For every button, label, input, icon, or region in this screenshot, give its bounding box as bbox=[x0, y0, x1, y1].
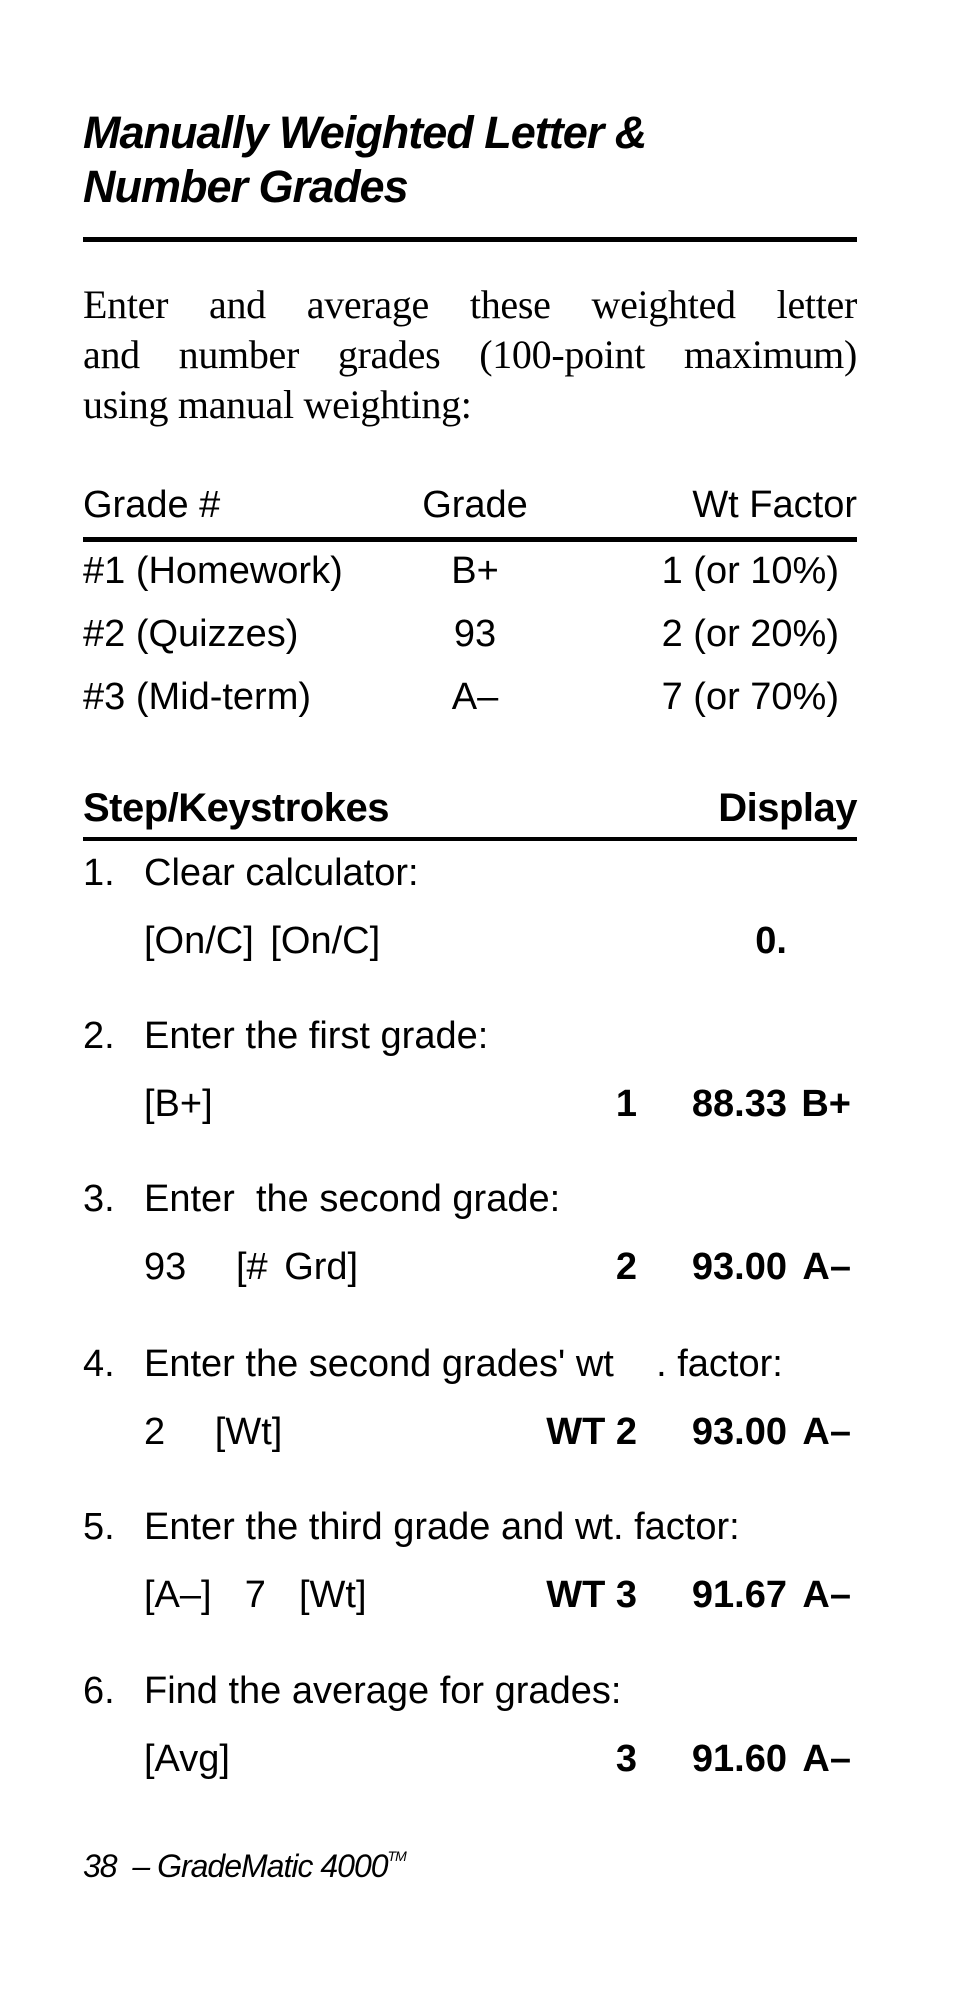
table-row bbox=[83, 550, 857, 604]
step-keystrokes: [On/C] [On/C] bbox=[144, 920, 381, 962]
step-keystrokes: 2 [Wt] bbox=[144, 1411, 283, 1453]
intro-word: number bbox=[178, 332, 300, 377]
intro-line-2 bbox=[83, 330, 857, 380]
display-letter: B+ bbox=[801, 1083, 851, 1125]
display-indicator: 3 bbox=[615, 1738, 637, 1780]
step-description: Enter the second grades' wt . factor: bbox=[144, 1343, 783, 1385]
intro-word: average bbox=[306, 282, 430, 327]
intro-word: maximum) bbox=[683, 332, 857, 377]
title-divider bbox=[83, 237, 857, 242]
step-description: Enter the second grade: bbox=[144, 1178, 561, 1220]
step-keystrokes: [A–] 7 [Wt] bbox=[144, 1574, 367, 1616]
step-number: 4. bbox=[83, 1343, 115, 1385]
trademark-mark: TM bbox=[387, 1848, 406, 1864]
steps-table-divider bbox=[83, 837, 857, 841]
step-number: 6. bbox=[83, 1670, 115, 1712]
intro-word: letter bbox=[776, 282, 857, 327]
header-wt-factor: Wt Factor bbox=[692, 484, 857, 526]
header-grade-number: Grade # bbox=[83, 484, 221, 526]
step-keystrokes: 93 [# Grd] bbox=[144, 1246, 359, 1288]
step-number: 1. bbox=[83, 852, 115, 894]
header-grade: Grade bbox=[422, 484, 528, 526]
step-number: 3. bbox=[83, 1178, 115, 1220]
display-letter: A– bbox=[802, 1574, 851, 1616]
table-row bbox=[83, 613, 857, 667]
intro-word: these bbox=[469, 282, 551, 327]
intro-word: grades bbox=[337, 332, 441, 377]
section-title-line-1: Manually Weighted Letter & bbox=[83, 107, 647, 158]
intro-word: (100-point bbox=[479, 332, 646, 377]
display-letter bbox=[787, 920, 851, 963]
step-description: Enter the third grade and wt. factor: bbox=[144, 1506, 740, 1548]
intro-word: weighted bbox=[591, 282, 736, 327]
display-value: 88.33 bbox=[691, 1083, 787, 1125]
row-factor: 2 (or 20%) bbox=[661, 613, 839, 655]
step-description: Clear calculator: bbox=[144, 852, 419, 894]
step-keystrokes: [Avg] bbox=[144, 1738, 230, 1780]
row-label: #2 (Quizzes) bbox=[83, 613, 299, 655]
footer-text: 38 – GradeMatic 4000 bbox=[83, 1848, 388, 1884]
row-grade: 93 bbox=[453, 613, 497, 655]
row-grade: A– bbox=[451, 676, 499, 718]
intro-word: and bbox=[209, 282, 266, 327]
intro-word: and bbox=[83, 332, 140, 377]
row-grade: B+ bbox=[451, 550, 499, 592]
intro-paragraph bbox=[83, 280, 857, 430]
display-letter: A– bbox=[802, 1738, 851, 1780]
grades-table-header bbox=[83, 484, 857, 538]
row-label: #1 (Homework) bbox=[83, 550, 343, 592]
step-display bbox=[546, 1411, 851, 1454]
display-indicator: 1 bbox=[615, 1083, 637, 1125]
row-factor: 1 (or 10%) bbox=[661, 550, 839, 592]
section-title-line-2: Number Grades bbox=[83, 161, 408, 212]
intro-line-1 bbox=[83, 280, 857, 330]
display-value: 93.00 bbox=[691, 1411, 787, 1453]
display-letter: A– bbox=[802, 1411, 851, 1453]
step-display bbox=[616, 1083, 851, 1126]
step-display bbox=[637, 920, 851, 963]
step-display bbox=[546, 1574, 851, 1617]
step-display bbox=[616, 1738, 851, 1781]
display-indicator: WT 3 bbox=[546, 1574, 637, 1616]
display-value: 93.00 bbox=[691, 1246, 787, 1288]
display-value: 91.60 bbox=[691, 1738, 787, 1780]
grades-table-divider bbox=[83, 537, 857, 542]
display-indicator: WT 2 bbox=[546, 1411, 637, 1453]
row-label: #3 (Mid-term) bbox=[83, 676, 312, 718]
display-value: 0. bbox=[755, 920, 787, 962]
step-display bbox=[616, 1246, 851, 1289]
header-step-keystrokes: Step/Keystrokes bbox=[83, 786, 389, 830]
step-number: 5. bbox=[83, 1506, 115, 1548]
step-description: Find the average for grades: bbox=[144, 1670, 622, 1712]
intro-line-3: using manual weighting: bbox=[83, 382, 472, 427]
display-value: 91.67 bbox=[691, 1574, 787, 1616]
display-letter: A– bbox=[802, 1246, 851, 1288]
section-title bbox=[83, 106, 857, 214]
step-number: 2. bbox=[83, 1015, 115, 1057]
intro-word: Enter bbox=[83, 282, 169, 327]
display-indicator: 2 bbox=[615, 1246, 637, 1288]
header-display: Display bbox=[718, 786, 857, 830]
manual-page bbox=[83, 0, 857, 2009]
step-keystrokes: [B+] bbox=[144, 1083, 213, 1125]
row-factor: 7 (or 70%) bbox=[661, 676, 839, 718]
table-row bbox=[83, 676, 857, 730]
page-footer bbox=[83, 1848, 406, 1885]
steps-table-header bbox=[83, 786, 857, 840]
step-description: Enter the first grade: bbox=[144, 1015, 489, 1057]
